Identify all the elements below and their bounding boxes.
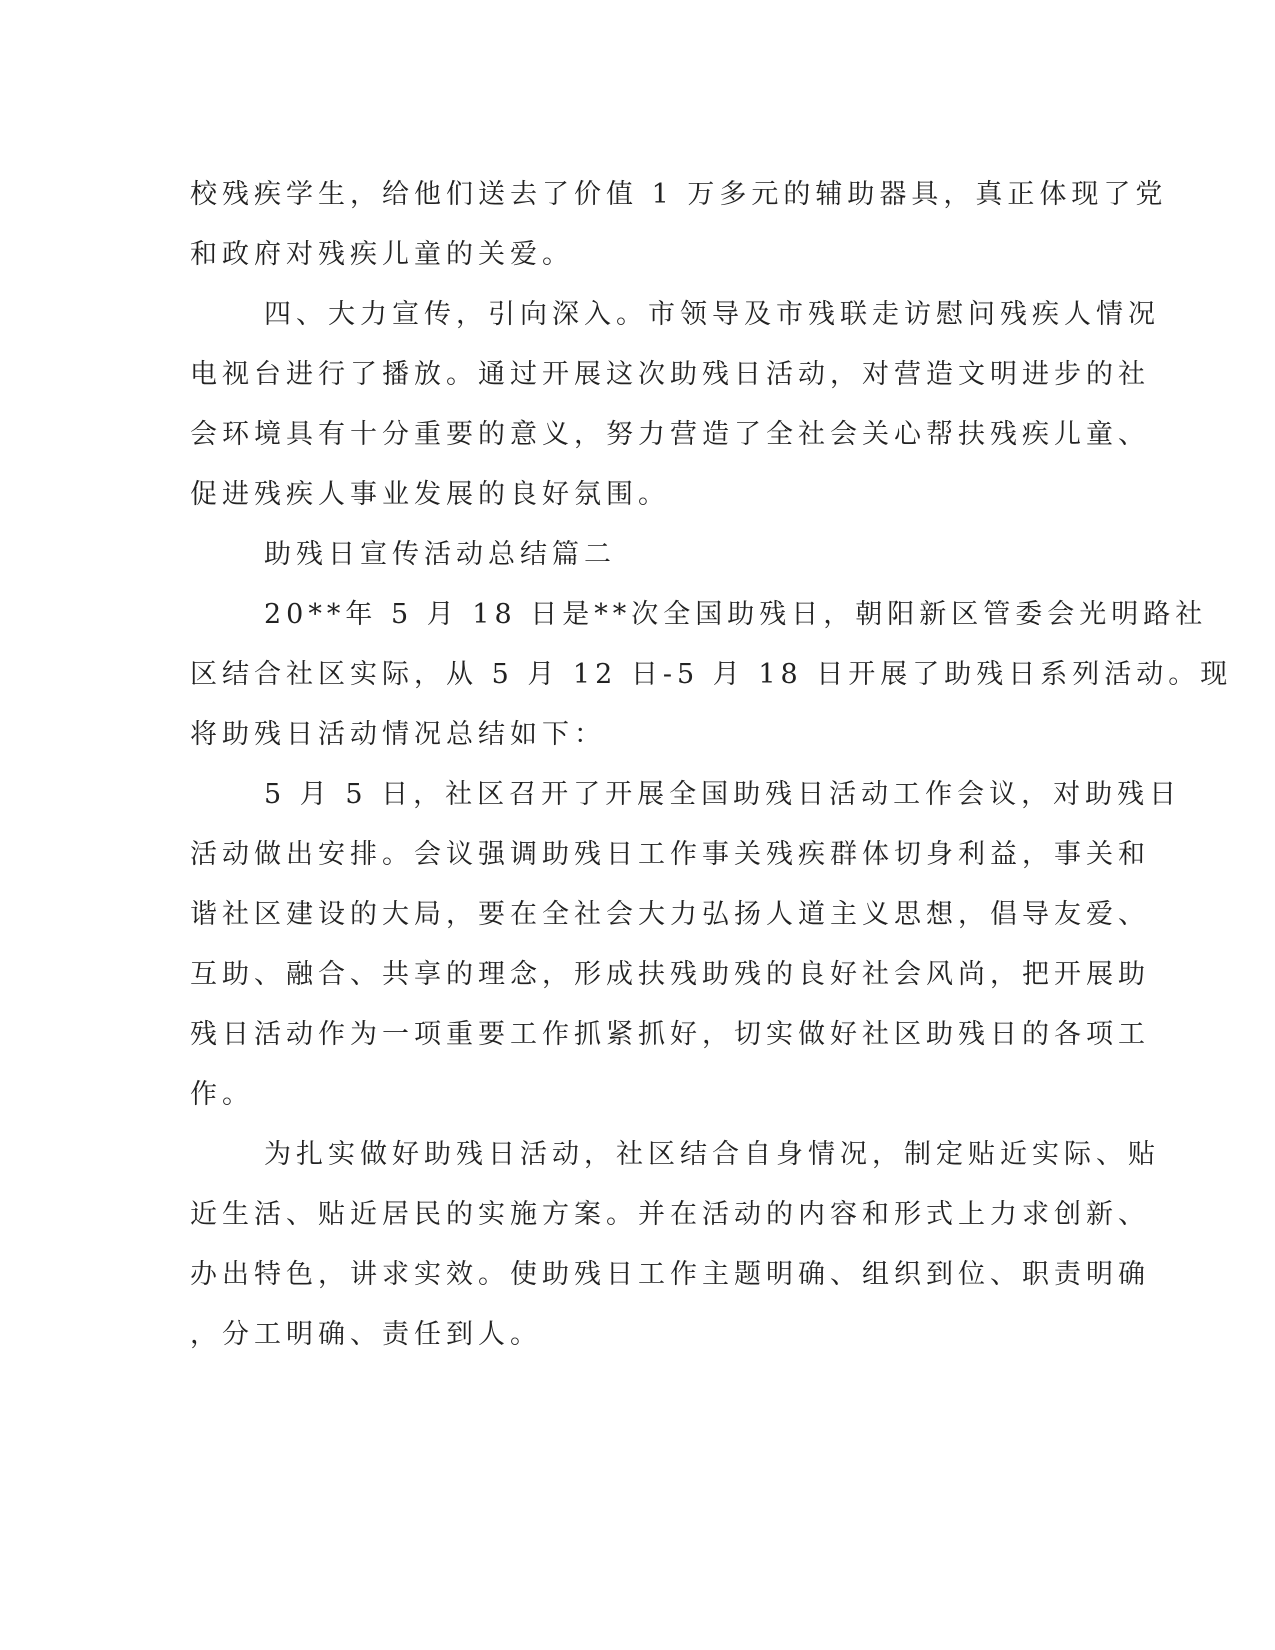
paragraph-line: 校残疾学生，给他们送去了价值 1 万多元的辅助器具，真正体现了党 <box>190 179 1168 210</box>
paragraph-line: 和政府对残疾儿童的关爱。 <box>190 239 574 270</box>
paragraph-first-line: 助残日宣传活动总结篇二 <box>264 539 616 570</box>
paragraph-line: 会环境具有十分重要的意义，努力营造了全社会关心帮扶残疾儿童、 <box>190 419 1150 450</box>
paragraph-line: 电视台进行了播放。通过开展这次助残日活动，对营造文明进步的社 <box>190 359 1150 390</box>
document-body <box>190 165 1233 1365</box>
paragraph-line: ，分工明确、责任到人。 <box>190 1319 542 1350</box>
paragraph-line: 活动做出安排。会议强调助残日工作事关残疾群体切身利益，事关和 <box>190 839 1150 870</box>
paragraph-first-line: 四、大力宣传，引向深入。市领导及市残联走访慰问残疾人情况 <box>264 299 1160 330</box>
paragraph-line: 办出特色，讲求实效。使助残日工作主题明确、组织到位、职责明确 <box>190 1259 1150 1290</box>
paragraph-line: 促进残疾人事业发展的良好氛围。 <box>190 479 670 510</box>
paragraph-first-line: 20**年 5 月 18 日是**次全国助残日，朝阳新区管委会光明路社 <box>264 599 1208 630</box>
paragraph-line: 谐社区建设的大局，要在全社会大力弘扬人道主义思想，倡导友爱、 <box>190 899 1150 930</box>
paragraph-line: 将助残日活动情况总结如下： <box>190 719 606 750</box>
paragraph-first-line: 5 月 5 日，社区召开了开展全国助残日活动工作会议，对助残日 <box>264 779 1182 810</box>
paragraph-line: 作。 <box>190 1079 254 1110</box>
paragraph-first-line: 为扎实做好助残日活动，社区结合自身情况，制定贴近实际、贴 <box>264 1139 1160 1170</box>
paragraph-line: 近生活、贴近居民的实施方案。并在活动的内容和形式上力求创新、 <box>190 1199 1150 1230</box>
paragraph-line: 区结合社区实际，从 5 月 12 日-5 月 18 日开展了助残日系列活动。现 <box>190 659 1233 690</box>
paragraph-line: 互助、融合、共享的理念，形成扶残助残的良好社会风尚，把开展助 <box>190 959 1150 990</box>
paragraph-line: 残日活动作为一项重要工作抓紧抓好，切实做好社区助残日的各项工 <box>190 1019 1150 1050</box>
